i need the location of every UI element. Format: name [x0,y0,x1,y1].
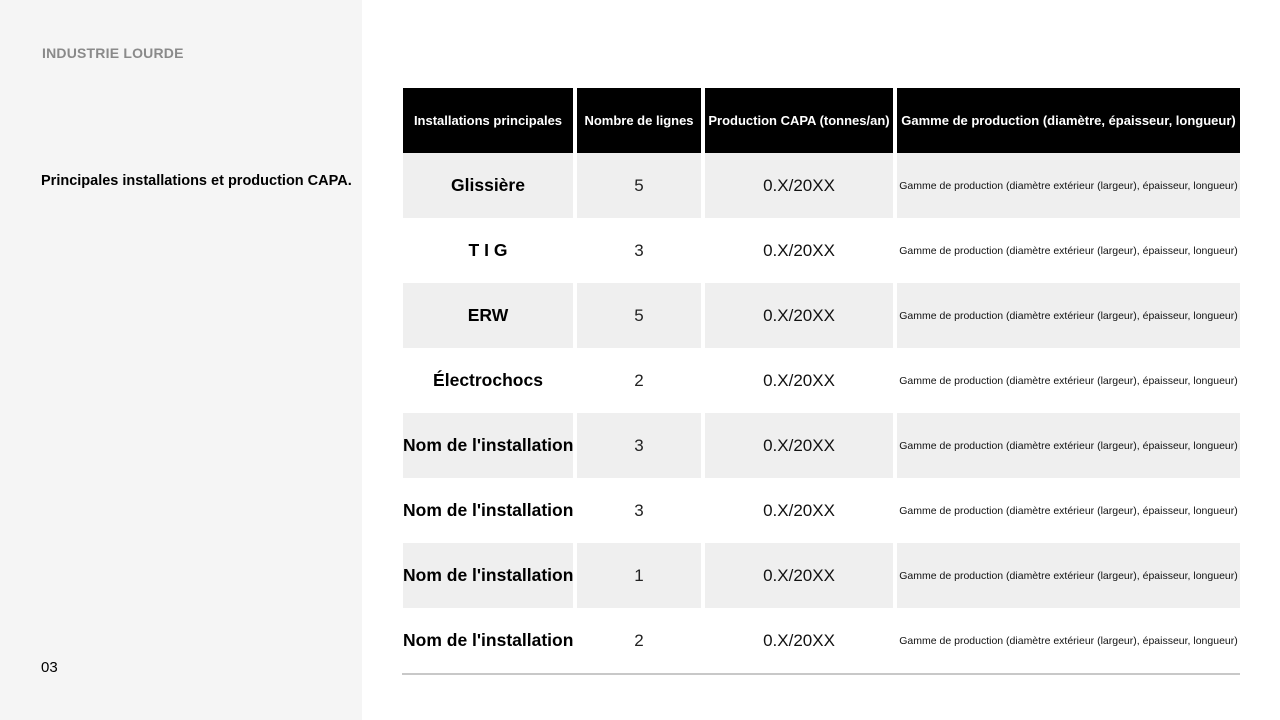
capa-value: 0.X/20XX [705,543,897,608]
line-count: 1 [577,543,705,608]
table-row [403,218,1240,283]
line-count: 2 [577,348,705,413]
slide-subtitle: Principales installations et production CAPA. [41,173,352,189]
line-count: 3 [577,413,705,478]
installation-name: ERW [403,283,577,348]
line-count: 5 [577,283,705,348]
table-row [403,153,1240,218]
capa-value: 0.X/20XX [705,478,897,543]
sidebar-panel [0,0,362,720]
table-bottom-rule [402,673,1240,675]
table-header-row [403,88,1240,153]
capa-value: 0.X/20XX [705,218,897,283]
table-row [403,543,1240,608]
header-line-count: Nombre de lignes [577,88,705,153]
table-row [403,478,1240,543]
capa-value: 0.X/20XX [705,348,897,413]
production-range: Gamme de production (diamètre extérieur (largeur), épaisseur, longueur) [897,608,1240,673]
installation-name: Nom de l'installation [403,478,577,543]
capa-value: 0.X/20XX [705,153,897,218]
table-row [403,283,1240,348]
production-range: Gamme de production (diamètre extérieur (largeur), épaisseur, longueur) [897,478,1240,543]
capa-value: 0.X/20XX [705,413,897,478]
page-number: 03 [41,659,58,676]
line-count: 2 [577,608,705,673]
header-installations: Installations principales [403,88,577,153]
line-count: 3 [577,218,705,283]
table-row [403,413,1240,478]
installation-name: T I G [403,218,577,283]
installation-name: Glissière [403,153,577,218]
capa-value: 0.X/20XX [705,608,897,673]
installation-name: Nom de l'installation [403,608,577,673]
installation-name: Nom de l'installation [403,413,577,478]
production-range: Gamme de production (diamètre extérieur (largeur), épaisseur, longueur) [897,153,1240,218]
installation-name: Électrochocs [403,348,577,413]
header-production-range: Gamme de production (diamètre, épaisseur, longueur) [897,88,1240,153]
line-count: 5 [577,153,705,218]
production-range: Gamme de production (diamètre extérieur (largeur), épaisseur, longueur) [897,218,1240,283]
production-range: Gamme de production (diamètre extérieur (largeur), épaisseur, longueur) [897,283,1240,348]
production-range: Gamme de production (diamètre extérieur (largeur), épaisseur, longueur) [897,543,1240,608]
facilities-table-wrapper [403,88,1240,673]
production-range: Gamme de production (diamètre extérieur (largeur), épaisseur, longueur) [897,413,1240,478]
facilities-table [403,88,1240,673]
capa-value: 0.X/20XX [705,283,897,348]
line-count: 3 [577,478,705,543]
installation-name: Nom de l'installation [403,543,577,608]
table-row [403,348,1240,413]
header-capa: Production CAPA (tonnes/an) [705,88,897,153]
production-range: Gamme de production (diamètre extérieur (largeur), épaisseur, longueur) [897,348,1240,413]
brand-label: INDUSTRIE LOURDE [42,45,184,61]
table-row [403,608,1240,673]
